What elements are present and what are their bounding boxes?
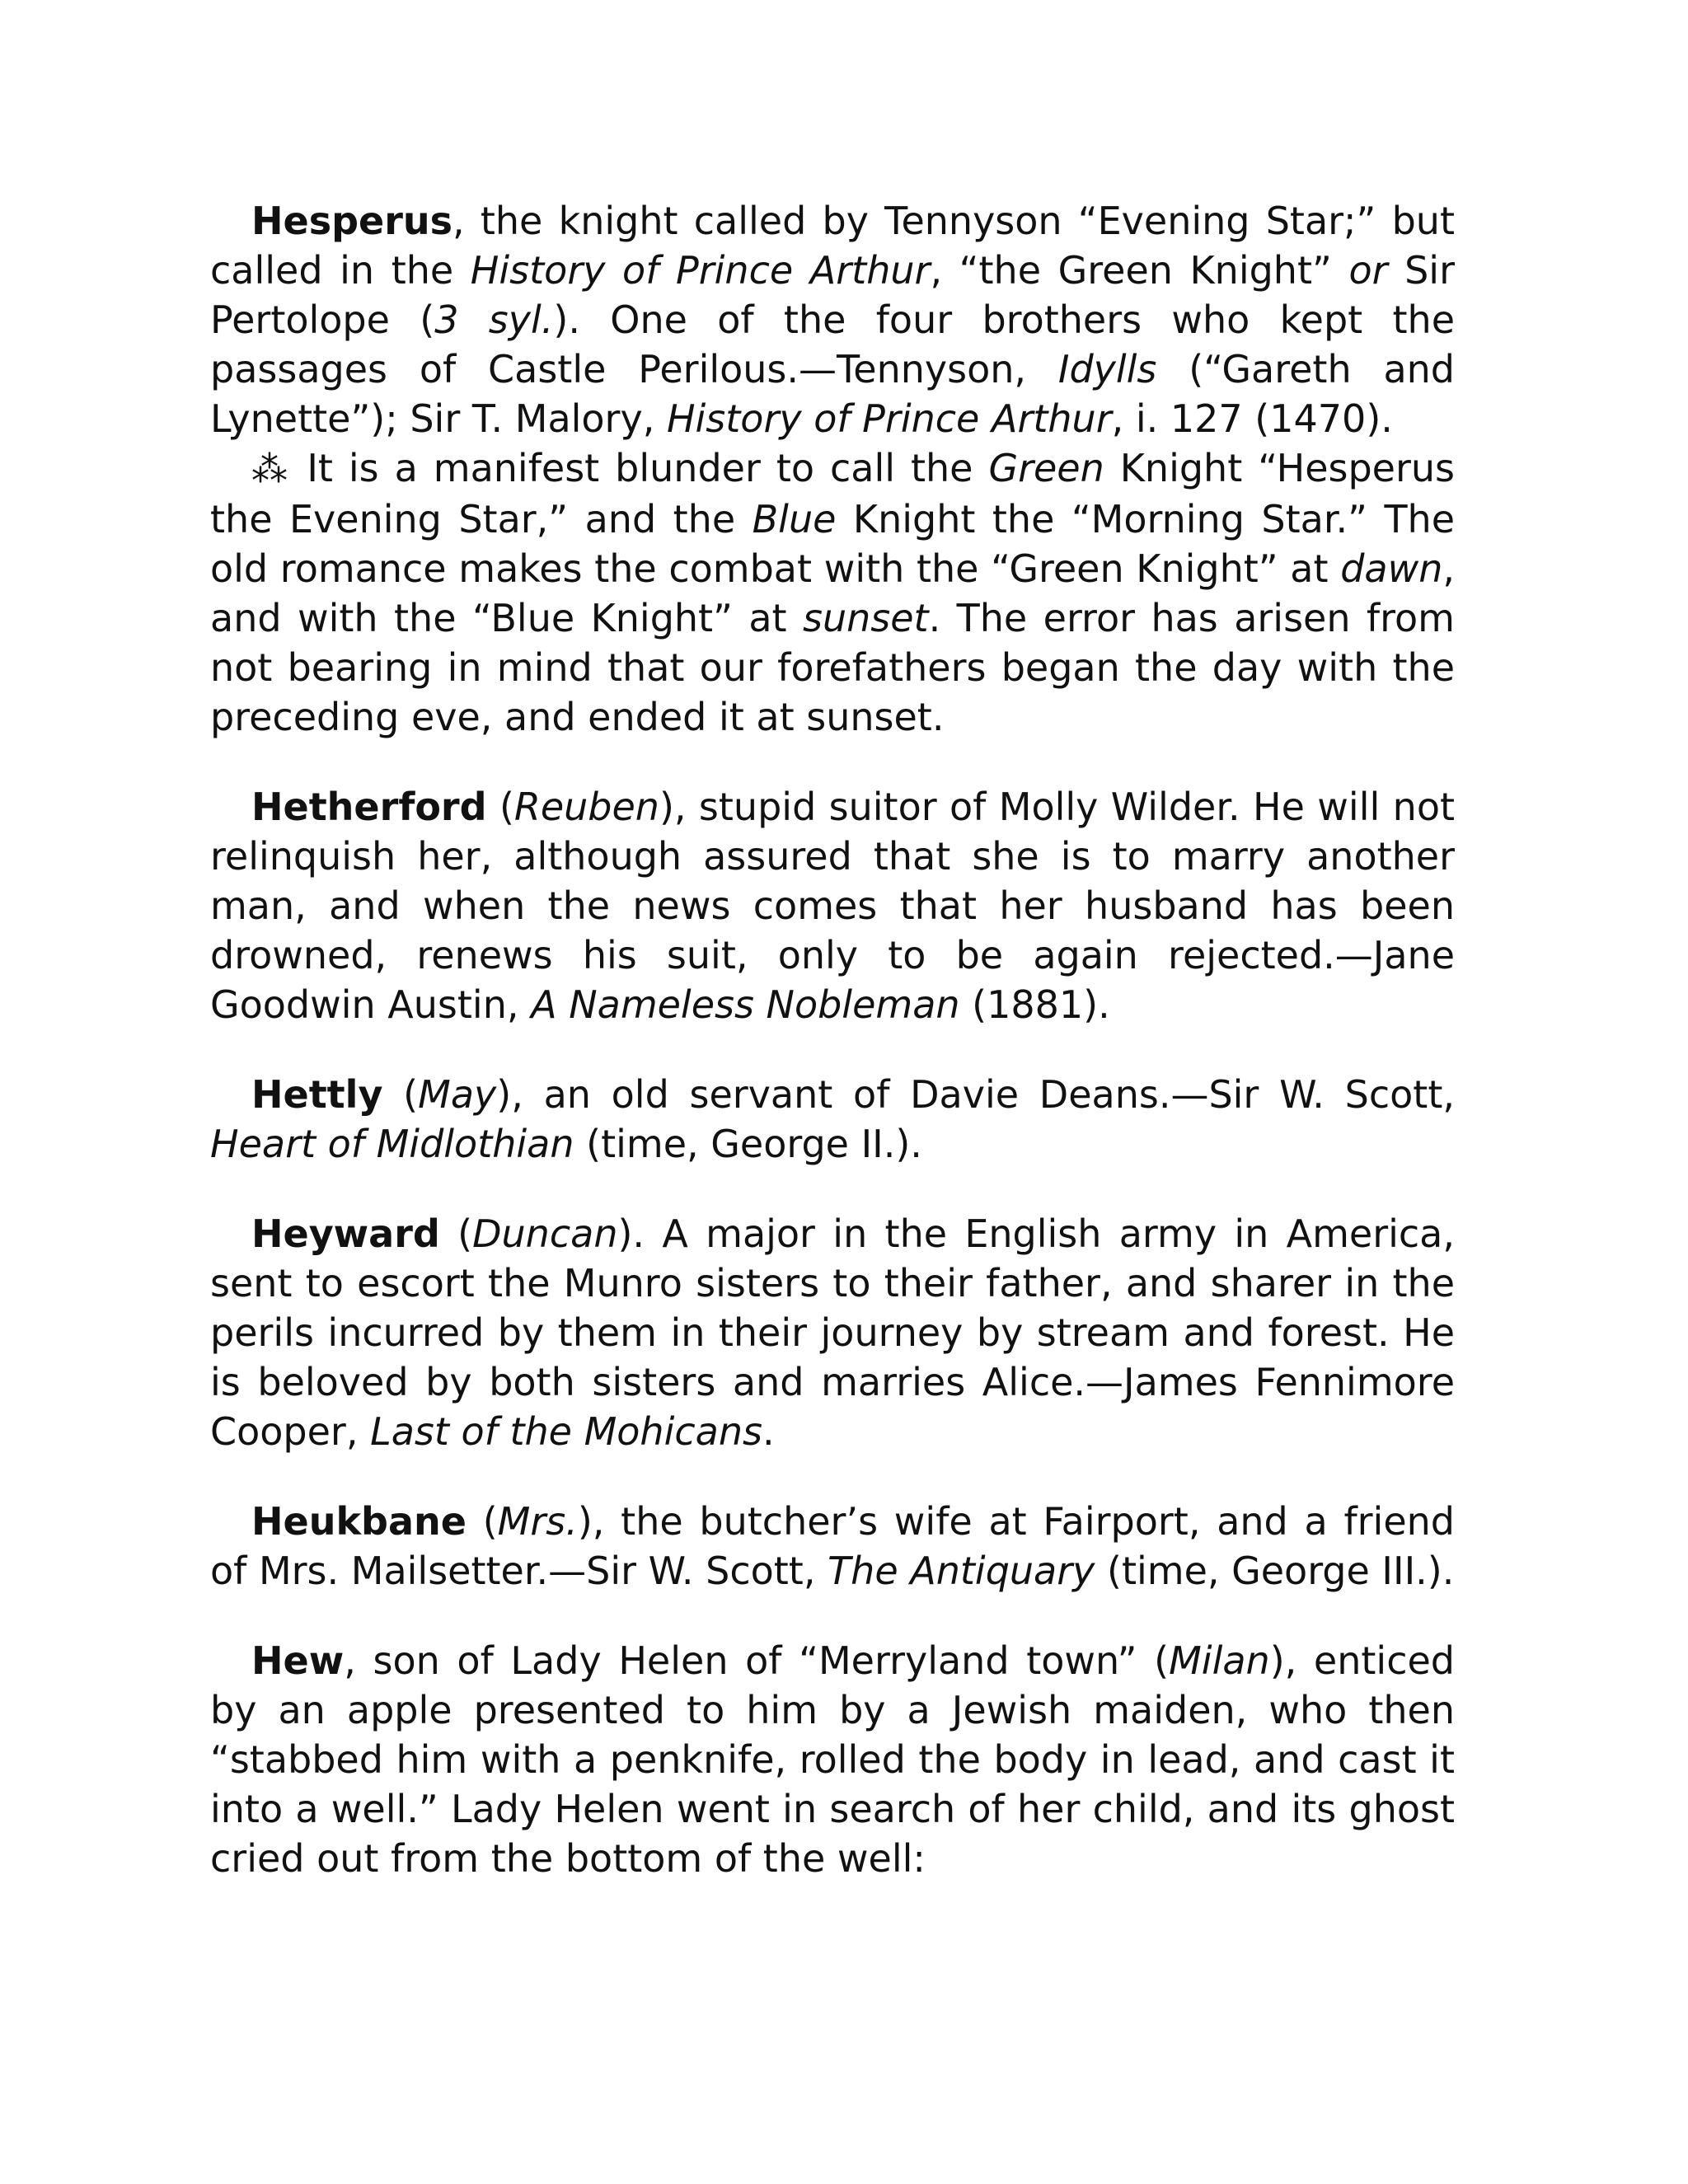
body-text: (time, George III.). xyxy=(1095,1549,1455,1593)
headword: Hetherford xyxy=(251,785,487,829)
editorial-note xyxy=(210,443,1455,742)
italic-text: Heart of Midlothian xyxy=(210,1122,574,1166)
body-text: . The error has arisen from not bearing in mind that our forefathers began the day with the preceding eve, and ended it at sunset. xyxy=(210,596,1455,739)
italic-text: Mrs. xyxy=(497,1499,578,1544)
italic-text: 3 syl. xyxy=(434,298,554,342)
body-text: ). A major in the English army in America, sent to escort the Munro sisters to their father, and sharer in the perils incurred by them in their journey by stream and forest. He is beloved by both sisters and marries Alice.—James Fennimore Cooper, xyxy=(210,1212,1455,1454)
body-text: ( xyxy=(466,1499,498,1544)
body-text: ( xyxy=(486,785,514,829)
body-text: , “the Green Knight” xyxy=(930,248,1349,293)
entry-paragraph xyxy=(210,782,1455,1029)
body-text: Sir Pertolope ( xyxy=(210,248,1455,342)
entry-paragraph xyxy=(210,1209,1455,1456)
italic-text: Last of the Mohicans xyxy=(370,1409,762,1454)
headword: Hettly xyxy=(251,1072,383,1117)
headword: Heyward xyxy=(251,1212,440,1256)
body-text: Knight “Hesperus the Evening Star,” and the xyxy=(210,446,1456,541)
body-text: ), the butcher’s wife at Fairport, and a friend of Mrs. Mailsetter.—Sir W. Scott, xyxy=(210,1499,1455,1593)
entry-paragraph xyxy=(210,1636,1455,1883)
body-text: ), stupid suitor of Molly Wilder. He will not relinquish her, although assured that she is to marry another man, and when the news comes that her husband has been drowned, renews his suit, only to be again rejected.—Jane Goodwin Austin, xyxy=(210,785,1455,1027)
dictionary-page xyxy=(210,196,1455,1924)
entry-hetherford xyxy=(210,782,1455,1029)
italic-text: History of Prince Arthur xyxy=(470,248,931,293)
headword: Hew xyxy=(251,1638,345,1683)
body-text: ). One of the four brothers who kept the passages of Castle Perilous.—Tennyson, xyxy=(210,298,1455,391)
body-text: It is a manifest blunder to call the xyxy=(291,446,989,490)
italic-text: or xyxy=(1348,248,1388,293)
headword: Heukbane xyxy=(251,1499,467,1544)
body-text: ( xyxy=(382,1072,419,1117)
entry-paragraph xyxy=(210,1497,1455,1596)
body-text: , son of Lady Helen of “Merryland town” ( xyxy=(344,1638,1170,1683)
entry-heyward xyxy=(210,1209,1455,1456)
italic-text: sunset xyxy=(803,596,929,640)
body-text: ), an old servant of Davie Deans.—Sir W. Scott, xyxy=(496,1072,1455,1117)
body-text: (“Gareth and Lynette”); Sir T. Malory, xyxy=(210,347,1455,441)
entry-hesperus xyxy=(210,196,1455,742)
italic-text: A Nameless Nobleman xyxy=(531,982,960,1027)
body-text: , i. 127 (1470). xyxy=(1111,396,1393,441)
italic-text: The Antiquary xyxy=(828,1549,1095,1593)
asterism-icon: ⁂ xyxy=(251,448,292,490)
entry-paragraph xyxy=(210,196,1455,443)
body-text: . xyxy=(762,1409,775,1454)
italic-text: Idylls xyxy=(1057,347,1157,391)
italic-text: Milan xyxy=(1169,1638,1270,1683)
body-text: , and with the “Blue Knight” at xyxy=(210,546,1455,640)
italic-text: History of Prince Arthur xyxy=(666,396,1112,441)
entry-hew xyxy=(210,1636,1455,1883)
body-text: , the knight called by Tennyson “Evening Star;” but called in the xyxy=(210,199,1455,293)
italic-text: Blue xyxy=(752,497,837,541)
body-text: ), enticed by an apple presented to him by a Jewish maiden, who then “stabbed him with a penknife, rolled the body in lead, and cast it into a well.” Lady Helen went in search of her child, and its ghost cried out from the bottom of the well: xyxy=(210,1638,1455,1881)
italic-text: Reuben xyxy=(513,785,659,829)
italic-text: dawn xyxy=(1340,546,1443,591)
headword: Hesperus xyxy=(251,199,453,243)
body-text: Knight the “Morning Star.” The old romance makes the combat with the “Green Knight” at xyxy=(210,497,1456,591)
body-text: (1881). xyxy=(959,982,1110,1027)
body-text: ( xyxy=(439,1212,473,1256)
body-text: (time, George II.). xyxy=(574,1122,922,1166)
entry-paragraph xyxy=(210,1070,1455,1169)
italic-text: Duncan xyxy=(472,1212,618,1256)
italic-text: May xyxy=(418,1072,497,1117)
italic-text: Green xyxy=(988,446,1104,490)
entry-hettly xyxy=(210,1070,1455,1169)
entry-heukbane xyxy=(210,1497,1455,1596)
